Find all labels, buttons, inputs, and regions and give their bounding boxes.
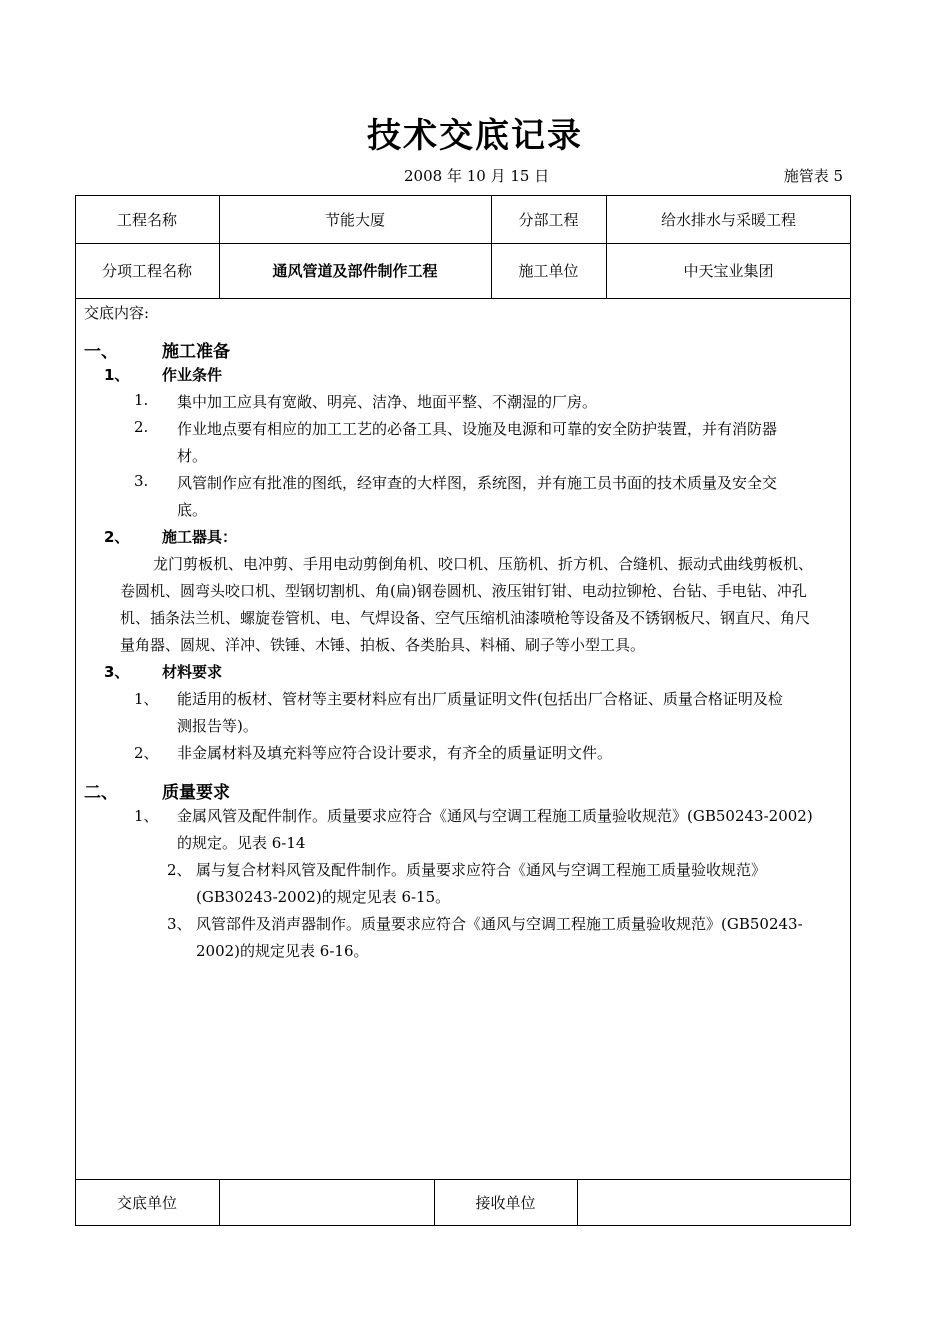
list-item-number: 1.: [134, 391, 149, 409]
content-intro: 交底内容:: [84, 304, 150, 322]
project-name-label: 工程名称: [116, 211, 177, 229]
list-item-text: (GB30243-2002)的规定见表 6-15。: [196, 888, 451, 906]
subsection-title: 材料要求: [162, 663, 223, 681]
list-item-text: 2002)的规定见表 6-16。: [196, 942, 369, 960]
handover-unit-value: [219, 1179, 434, 1226]
tools-text-line: 机、插条法兰机、螺旋卷管机、电、气焊设备、空气压缩机油漆喷枪等设备及不锈钢板尺、钢直尺、角尺: [120, 609, 811, 627]
list-item-number: 1、: [134, 690, 159, 708]
contractor-label: 施工单位: [518, 262, 579, 280]
list-item-text: 作业地点要有相应的加工工艺的必备工具、设施及电源和可靠的安全防护装置，并有消防器: [177, 420, 778, 438]
section-number: 二、: [84, 783, 118, 803]
contractor-value: 中天宝业集团: [683, 262, 774, 280]
subsection-number: 3、: [104, 663, 130, 681]
list-item-text: 能适用的板材、管材等主要材料应有出厂质量证明文件(包括出厂合格证、质量合格证明及检: [177, 690, 783, 708]
list-item-number: 2、: [167, 861, 192, 879]
list-item-number: 1、: [134, 807, 159, 825]
list-item-text: 集中加工应具有宽敞、明亮、洁净、地面平整、不潮湿的厂房。: [177, 393, 598, 411]
tools-text-line: 龙门剪板机、电冲剪、手用电动剪倒角机、咬口机、压筋机、折方机、合缝机、振动式曲线剪板机、: [153, 555, 814, 573]
subsection-title: 作业条件: [162, 366, 223, 384]
list-item-text: 的规定。见表 6-14: [177, 834, 306, 852]
list-item-text: 金属风管及配件制作。质量要求应符合《通风与空调工程施工质量验收规范》(GB50243-2002): [177, 807, 813, 825]
record-date: 2008 年 10 月 15 日: [404, 167, 550, 185]
subsection-number: 2、: [104, 528, 130, 546]
receive-unit-value: [577, 1179, 851, 1226]
section-number: 一、: [84, 342, 118, 362]
list-item-number: 2、: [134, 744, 159, 762]
section-title: 施工准备: [162, 342, 230, 362]
handover-unit-label: 交底单位: [116, 1194, 177, 1212]
list-item-text: 底。: [177, 501, 208, 519]
tools-text-line: 量角器、圆规、洋冲、铁锤、木锤、拍板、各类胎具、料桶、刷子等小型工具。: [120, 636, 646, 654]
receive-unit-label: 接收单位: [475, 1194, 536, 1212]
project-name-value: 节能大厦: [324, 211, 385, 229]
list-item-number: 3.: [134, 472, 149, 490]
division-value: 给水排水与采暖工程: [660, 211, 796, 229]
list-item-text: 风管制作应有批准的图纸，经审查的大样图，系统图，并有施工员书面的技术质量及安全交: [177, 474, 778, 492]
list-item-text: 属与复合材料风管及配件制作。质量要求应符合《通风与空调工程施工质量验收规范》: [196, 861, 767, 879]
list-item-text: 测报告等)。: [177, 717, 258, 735]
subsection-number: 1、: [104, 366, 130, 384]
section-title: 质量要求: [162, 783, 230, 803]
list-item-text: 风管部件及消声器制作。质量要求应符合《通风与空调工程施工质量验收规范》(GB50243-: [196, 915, 803, 933]
subitem-label: 分项工程名称: [101, 262, 192, 280]
division-label: 分部工程: [518, 211, 579, 229]
page-title: 技术交底记录: [367, 116, 583, 156]
list-item-number: 2.: [134, 418, 149, 436]
subsection-title: 施工器具：: [162, 528, 238, 546]
list-item-text: 材。: [177, 447, 208, 465]
subitem-value: 通风管道及部件制作工程: [272, 262, 438, 280]
tools-text-line: 卷圆机、圆弯头咬口机、型钢切割机、角(扁)钢卷圆机、液压钳钉钳、电动拉铆枪、台钻、手电钻、冲孔: [120, 582, 807, 600]
form-number: 施管表 5: [783, 167, 843, 185]
list-item-number: 3、: [167, 915, 192, 933]
list-item-text: 非金属材料及填充料等应符合设计要求，有齐全的质量证明文件。: [177, 744, 613, 762]
